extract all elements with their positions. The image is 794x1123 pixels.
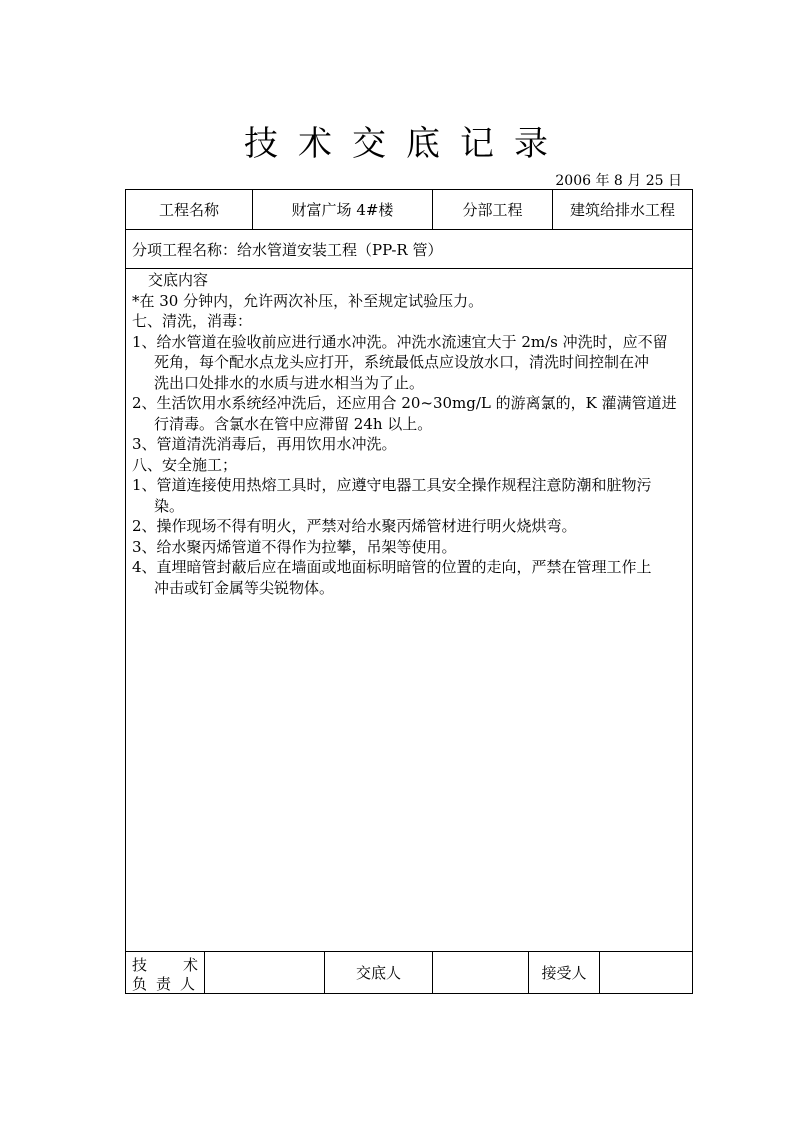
receiver-signature-field[interactable] bbox=[600, 952, 692, 993]
tech-lead-signature-field[interactable] bbox=[205, 952, 325, 993]
project-info-row bbox=[126, 190, 692, 230]
division-label: 分部工程 bbox=[433, 190, 553, 229]
tech-lead-label bbox=[126, 952, 205, 993]
content-line: 2、操作现场不得有明火，严禁对给水聚丙烯管材进行明火烧烘弯。 bbox=[132, 517, 577, 535]
content-line: 3、给水聚丙烯管道不得作为拉攀，吊架等使用。 bbox=[132, 537, 457, 556]
content-line: 3、管道清洗消毒后，再用饮用水冲洗。 bbox=[132, 435, 397, 453]
content-line: *在 30 分钟内，允许两次补压，补至规定试验压力。 bbox=[132, 291, 484, 310]
division-value: 建筑给排水工程 bbox=[569, 201, 675, 219]
receiver-label: 接受人 bbox=[529, 952, 600, 993]
content-line: 行清毒。含氯水在管中应滞留 24h 以上。 bbox=[154, 414, 433, 433]
project-name-label: 工程名称 bbox=[126, 190, 253, 229]
document-title: 技术交底记录 bbox=[244, 124, 568, 164]
tech-lead-label-part: 技 bbox=[132, 956, 148, 974]
signature-row bbox=[126, 952, 692, 993]
disclosure-form bbox=[125, 189, 693, 994]
content-line: 七、清洗，消毒： bbox=[132, 312, 253, 330]
document-date: 2006 年 8 月 25 日 bbox=[555, 173, 682, 189]
content-line: 八、安全施工； bbox=[132, 455, 238, 474]
content-line: 洗出口处排水的水质与进水相当为了止。 bbox=[154, 373, 425, 392]
content-line: 2、生活饮用水系统经冲洗后，还应用合 20~30mg/L 的游离氯的，K 灌满管道进 bbox=[132, 394, 677, 412]
tech-lead-label-part: 术 bbox=[182, 956, 198, 974]
content-line: 1、给水管道在验收前应进行通水冲洗。冲洗水流速宜大于 2m/s 冲洗时，应不留 bbox=[132, 332, 668, 351]
content-heading: 交底内容 bbox=[148, 271, 209, 289]
subproject-name: 分项工程名称：给水管道安装工程（PP-R 管） bbox=[126, 230, 692, 269]
discloser-label: 交底人 bbox=[325, 952, 433, 993]
tech-lead-label-part: 负责人 bbox=[132, 975, 205, 993]
content-line: 死角，每个配水点龙头应打开，系统最低点应设放水口，清洗时间控制在冲 bbox=[154, 353, 650, 371]
content-line: 染。 bbox=[154, 496, 185, 515]
content-line: 冲击或钉金属等尖锐物体。 bbox=[154, 578, 335, 597]
project-name-value: 财富广场 4#楼 bbox=[253, 190, 433, 229]
discloser-signature-field[interactable] bbox=[433, 952, 529, 993]
content-line: 1、管道连接使用热熔工具时，应遵守电器工具安全操作规程注意防潮和脏物污 bbox=[132, 476, 652, 494]
content-line: 4、直埋暗管封蔽后应在墙面或地面标明暗管的位置的走向，严禁在管理工作上 bbox=[132, 558, 652, 576]
disclosure-content bbox=[126, 269, 692, 952]
